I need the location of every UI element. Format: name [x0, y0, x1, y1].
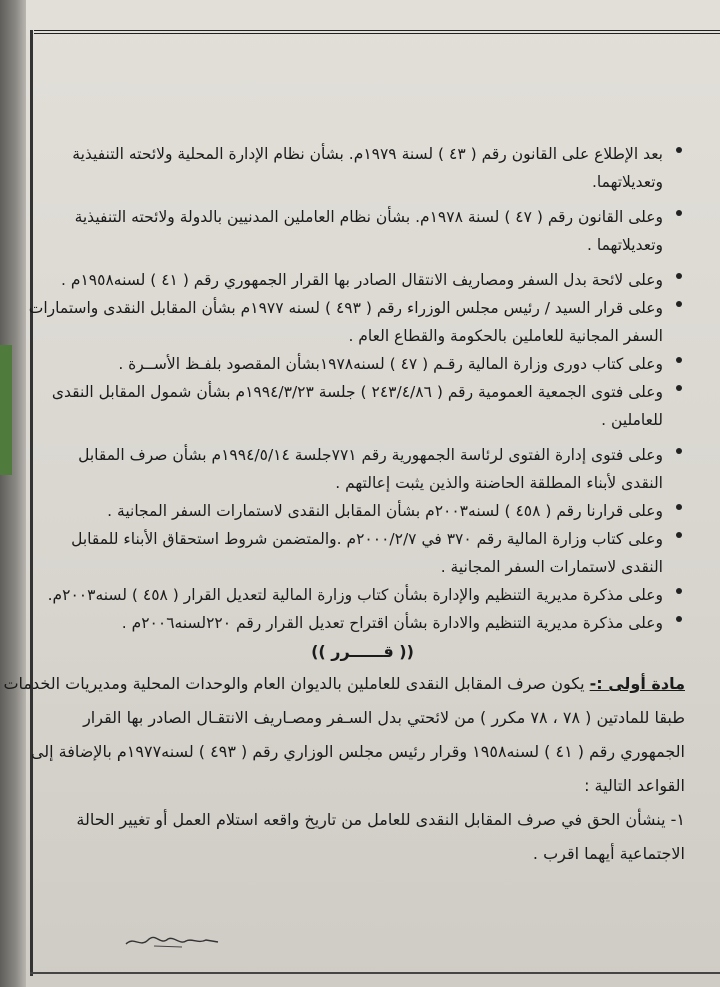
preamble-line: بعد الإطلاع على القانون رقم ( ٤٣ ) لسنة ١٩٧٩م. بشأن نظام الإدارة المحلية ولائحته التنفيذية — [72, 145, 663, 163]
preamble-item — [40, 140, 685, 196]
preamble-item — [40, 266, 685, 294]
scanner-edge — [0, 0, 26, 987]
preamble-line: وعلى كتاب وزارة المالية رقم ٣٧٠ في ٢٠٠٠/٢/٧م .والمتضمن شروط استحقاق الأبناء للمقابل — [71, 530, 663, 548]
preamble-line: النقدى لأبناء المطلقة الحاضنة والذين يثبت إعالتهم . — [335, 474, 663, 492]
page-border-top — [34, 30, 720, 34]
preamble-line: للعاملين . — [601, 411, 663, 429]
preamble-line: وعلى فتوى الجمعية العمومية رقم ( ٢٤٣/٤/٨٦ ) جلسة ١٩٩٤/٣/٢٣م بشأن شمول المقابل النقدى — [51, 383, 663, 401]
preamble-line: وعلى قرارنا رقم ( ٤٥٨ ) لسنه٢٠٠٣م بشأن المقابل النقدى لاستمارات السفر المجانية . — [107, 502, 663, 520]
article-text: يكون صرف المقابل النقدى للعاملين بالديوان العام والوحدات المحلية ومديريات الخدمات — [3, 674, 585, 693]
bullet-icon — [676, 616, 682, 622]
preamble-line: وعلى مذكرة مديرية التنظيم والإدارة بشأن كتاب وزارة المالية لتعديل القرار ( ٤٥٨ ) لسنه٢٠٠٣م. — [47, 586, 663, 604]
decision-heading: (( قــــــرر )) — [311, 642, 414, 661]
bullet-icon — [676, 504, 682, 510]
bullet-icon — [676, 588, 682, 594]
article-line: الجمهوري رقم ( ٤١ ) لسنه١٩٥٨ وقرار رئيس مجلس الوزاري رقم ( ٤٩٣ ) لسنه١٩٧٧م بالإضافة إلى — [30, 742, 685, 761]
preamble-line: وتعديلاتهما . — [587, 236, 663, 254]
document-body — [3, 140, 685, 871]
preamble-item — [40, 203, 685, 259]
page-border-left — [30, 30, 33, 976]
preamble-line: وتعديلاتهما. — [591, 173, 663, 191]
article-line — [3, 667, 685, 701]
preamble-line: وعلى مذكرة مديرية التنظيم والادارة بشأن اقتراح تعديل القرار رقم ٢٢٠لسنه٢٠٠٦م . — [121, 614, 663, 632]
preamble-item — [40, 525, 685, 581]
preamble-line: وعلى كتاب دورى وزارة المالية رقـم ( ٤٧ ) لسنه١٩٧٨بشأن المقصود بلفـظ الأســرة . — [118, 355, 663, 373]
preamble-line: وعلى قرار السيد / رئيس مجلس الوزراء رقم ( ٤٩٣ ) لسنه ١٩٧٧م بشأن المقابل النقدى واستمارات — [28, 299, 663, 317]
preamble-line: وعلى القانون رقم ( ٤٧ ) لسنة ١٩٧٨م. بشأن نظام العاملين المدنيين بالدولة ولائحته التنفيذية — [74, 208, 663, 226]
background-green-tab — [0, 345, 12, 475]
preamble-item — [40, 581, 685, 609]
bullet-icon — [676, 210, 682, 216]
bullet-icon — [676, 532, 682, 538]
bullet-icon — [676, 147, 682, 153]
bullet-icon — [676, 385, 682, 391]
preamble-line: السفر المجانية للعاملين بالحكومة والقطاع العام . — [348, 327, 663, 345]
article-title: مادة أولى :- — [589, 674, 685, 693]
article-one — [3, 667, 685, 871]
bullet-icon — [676, 357, 682, 363]
bullet-icon — [676, 301, 682, 307]
preamble-line: النقدى لاستمارات السفر المجانية . — [440, 558, 663, 576]
preamble-item — [40, 497, 685, 525]
preamble-line: وعلى لائحة بدل السفر ومصاريف الانتقال الصادر بها القرار الجمهوري رقم ( ٤١ ) لسنه١٩٥٨م . — [61, 271, 663, 289]
preamble-item — [28, 294, 685, 350]
bullet-icon — [676, 448, 682, 454]
bullet-icon — [676, 273, 682, 279]
preamble-item — [40, 441, 685, 497]
rule-line: ١- ينشأن الحق في صرف المقابل النقدى للعامل من تاريخ واقعه استلام العمل أو تغيير الحالة — [76, 810, 685, 829]
rule-line: الاجتماعية أيهما اقرب . — [532, 844, 685, 863]
article-line: القواعد التالية : — [584, 776, 685, 795]
handwritten-signature — [124, 930, 220, 952]
preamble-line: وعلى فتوى إدارة الفتوى لرئاسة الجمهورية رقم ٧٧١جلسة ١٩٩٤/٥/١٤م بشأن صرف المقابل — [78, 446, 663, 464]
page-border-bottom — [30, 972, 720, 974]
preamble-item — [40, 609, 685, 637]
article-line: طبقا للمادتين ( ٧٨ ، ٧٨ مكرر ) من لائحتي بدل السـفر ومصـاريف الانتقـال الصادر بها القرار — [83, 708, 685, 727]
preamble-item — [40, 350, 685, 378]
preamble-item — [40, 378, 685, 434]
